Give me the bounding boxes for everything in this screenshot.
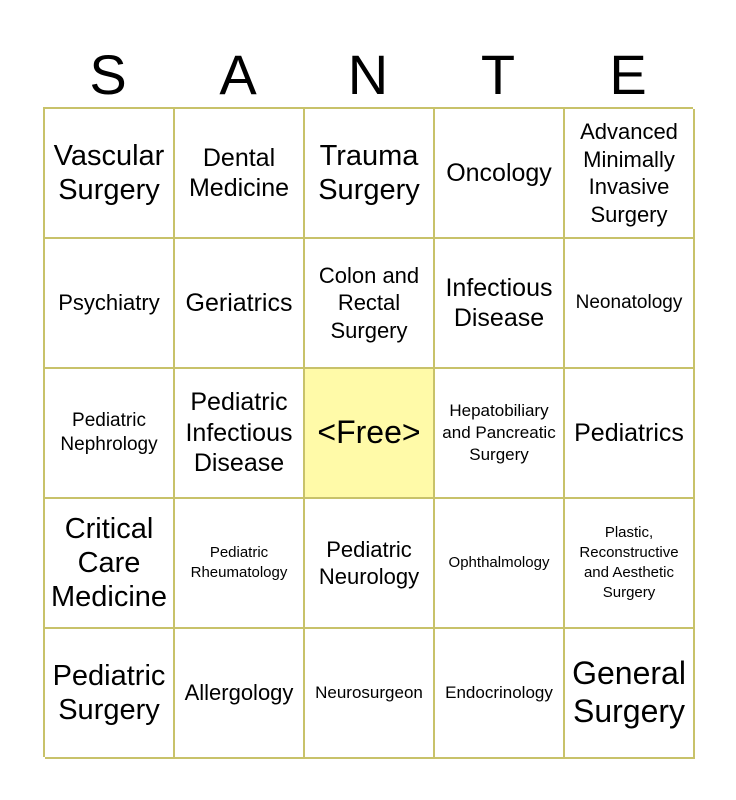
cell-label: Pediatric Neurology	[318, 536, 420, 589]
cell-label: Advanced Minimally Invasive Surgery	[580, 119, 678, 227]
header-letter-e: E	[609, 43, 647, 106]
cell-label: Infectious Disease	[445, 273, 553, 332]
bingo-cell[interactable]	[45, 109, 175, 239]
cell-label: Endocrinology	[445, 682, 553, 702]
bingo-cell[interactable]	[565, 109, 695, 239]
free-space-label: <Free>	[317, 414, 421, 451]
header-letter-s: S	[89, 43, 127, 106]
cell-label: Oncology	[446, 158, 552, 187]
bingo-cell[interactable]	[435, 109, 565, 239]
header-letter-t: T	[480, 43, 516, 106]
free-space-cell[interactable]	[305, 369, 435, 499]
bingo-cell[interactable]	[45, 239, 175, 369]
cell-label: Trauma Surgery	[318, 139, 420, 206]
cell-label: Colon and Rectal Surgery	[318, 262, 420, 343]
bingo-cell[interactable]	[175, 109, 305, 239]
bingo-cell[interactable]	[305, 629, 435, 759]
cell-label: Geriatrics	[185, 288, 293, 317]
bingo-cell[interactable]	[175, 629, 305, 759]
bingo-cell[interactable]	[45, 499, 175, 629]
cell-label: Critical Care Medicine	[50, 512, 168, 614]
cell-label: Allergology	[184, 680, 294, 706]
cell-label: Pediatrics	[574, 418, 684, 447]
cell-label: Pediatric Infectious Disease	[185, 388, 293, 478]
bingo-cell[interactable]	[565, 239, 695, 369]
bingo-cell[interactable]	[175, 499, 305, 629]
bingo-cell[interactable]	[435, 369, 565, 499]
bingo-board	[43, 107, 693, 757]
bingo-header	[43, 40, 693, 108]
cell-label: Pediatric Nephrology	[60, 409, 158, 455]
cell-label: Plastic, Reconstructive and Aesthetic Surgery	[579, 523, 679, 602]
cell-label: Neonatology	[575, 291, 683, 313]
bingo-cell[interactable]	[565, 629, 695, 759]
header-letter-n: N	[347, 43, 389, 106]
header-letter-a: A	[219, 43, 257, 106]
bingo-cell[interactable]	[435, 239, 565, 369]
bingo-cell[interactable]	[175, 369, 305, 499]
cell-label: General Surgery	[572, 655, 686, 729]
cell-label: Pediatric Surgery	[52, 659, 166, 726]
bingo-cell[interactable]	[175, 239, 305, 369]
bingo-cell[interactable]	[305, 499, 435, 629]
bingo-cell[interactable]	[435, 499, 565, 629]
cell-label: Neurosurgeon	[315, 682, 423, 702]
cell-label: Dental Medicine	[188, 143, 290, 202]
bingo-cell[interactable]	[565, 369, 695, 499]
cell-label: Hepatobiliary and Pancreatic Surgery	[442, 400, 556, 465]
cell-label: Ophthalmology	[448, 553, 550, 571]
bingo-cell[interactable]	[305, 109, 435, 239]
bingo-cell[interactable]	[45, 629, 175, 759]
bingo-cell[interactable]	[305, 239, 435, 369]
cell-label: Pediatric Rheumatology	[190, 543, 288, 581]
cell-label: Psychiatry	[58, 290, 160, 316]
bingo-cell[interactable]	[435, 629, 565, 759]
bingo-cell[interactable]	[565, 499, 695, 629]
cell-label: Vascular Surgery	[53, 139, 165, 206]
bingo-cell[interactable]	[45, 369, 175, 499]
